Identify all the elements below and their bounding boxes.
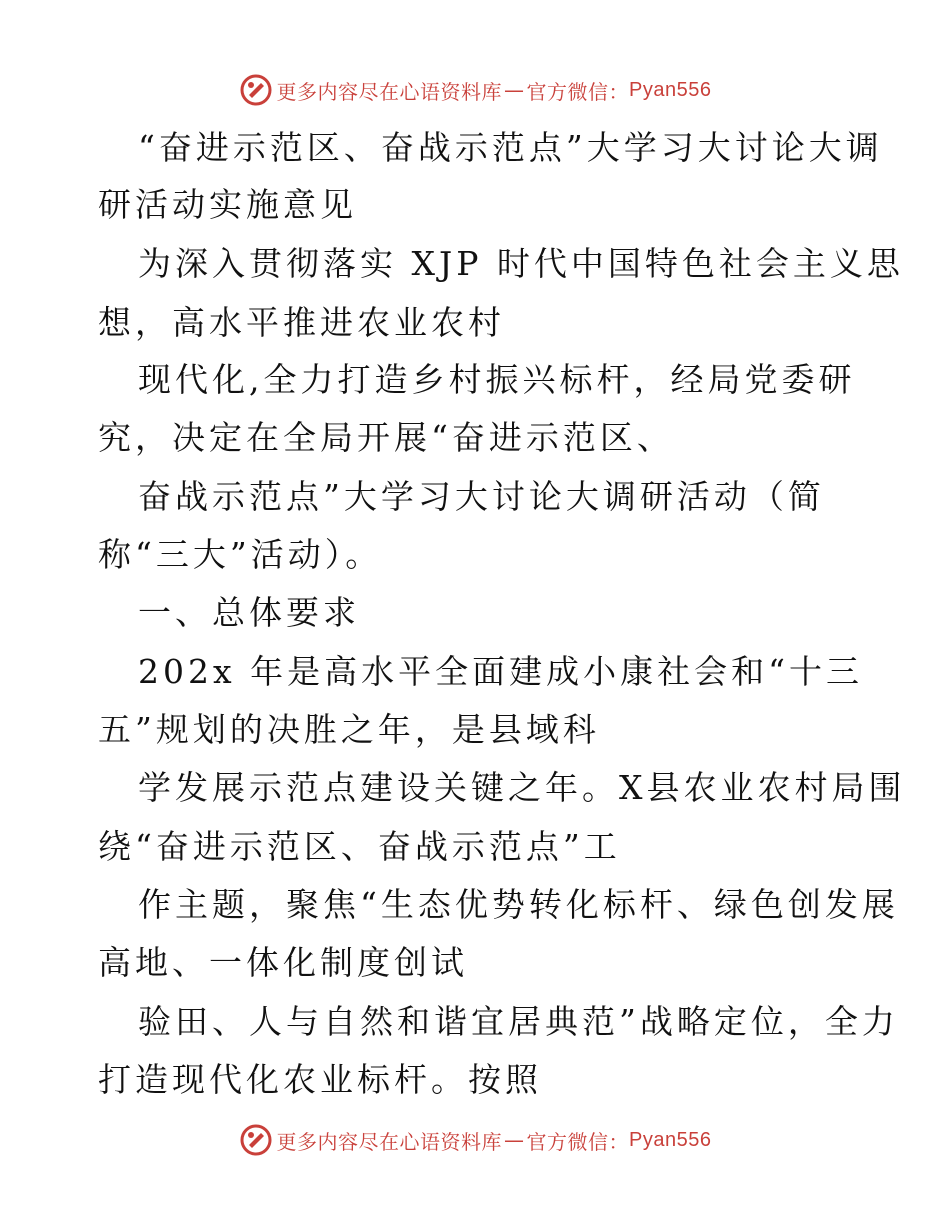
paragraph-line: 奋战示范点”大学习大讨论大调研活动（简 (138, 477, 825, 516)
banner-wechat-label: 官方微信： (526, 79, 630, 104)
banner-main-text: 更多内容尽在心语资料库 (276, 79, 503, 104)
footer-banner (0, 1120, 950, 1160)
brand-logo-icon (239, 1123, 273, 1157)
paragraph-line: 学发展示范点建设关键之年。X县农业农村局围 (138, 768, 906, 807)
section-heading: 一、总体要求 (138, 593, 360, 632)
doc-title-line-1: “奋进示范区、奋战示范点”大学习大讨论大调 (138, 128, 883, 167)
banner-separator: — (504, 1128, 525, 1152)
paragraph-line: 作主题，聚焦“生态优势转化标杆、绿色创发展 (138, 885, 899, 924)
banner-main-text: 更多内容尽在心语资料库 (276, 1129, 503, 1154)
paragraph-line: 高地、一体化制度创试 (98, 943, 468, 982)
header-banner (0, 70, 950, 110)
paragraph-line: 究，决定在全局开展“奋进示范区、 (98, 418, 674, 457)
banner-wechat-label: 官方微信： (526, 1129, 630, 1154)
paragraph-line: 绕“奋进示范区、奋战示范点”工 (98, 827, 621, 866)
paragraph-line: 为深入贯彻落实 XJP 时代中国特色社会主义思 (138, 244, 904, 283)
paragraph-line: 打造现代化农业标杆。按照 (98, 1060, 542, 1099)
paragraph-line: 想，高水平推进农业农村 (98, 303, 505, 342)
paragraph-line: 202x 年是高水平全面建成小康社会和“十三 (138, 652, 863, 691)
banner-wechat-id: Pyan556 (629, 78, 712, 101)
paragraph-line: 称“三大”活动）。 (98, 535, 383, 574)
paragraph-line: 验田、人与自然和谐宜居典范”战略定位，全力 (138, 1002, 899, 1041)
doc-title-line-2: 研活动实施意见 (98, 185, 357, 224)
paragraph-line: 现代化,全力打造乡村振兴标杆，经局党委研 (138, 360, 856, 399)
brand-logo-icon (239, 73, 273, 107)
banner-wechat-id: Pyan556 (629, 1128, 712, 1151)
banner-separator: — (504, 78, 525, 102)
paragraph-line: 五”规划的决胜之年，是县域科 (98, 710, 600, 749)
